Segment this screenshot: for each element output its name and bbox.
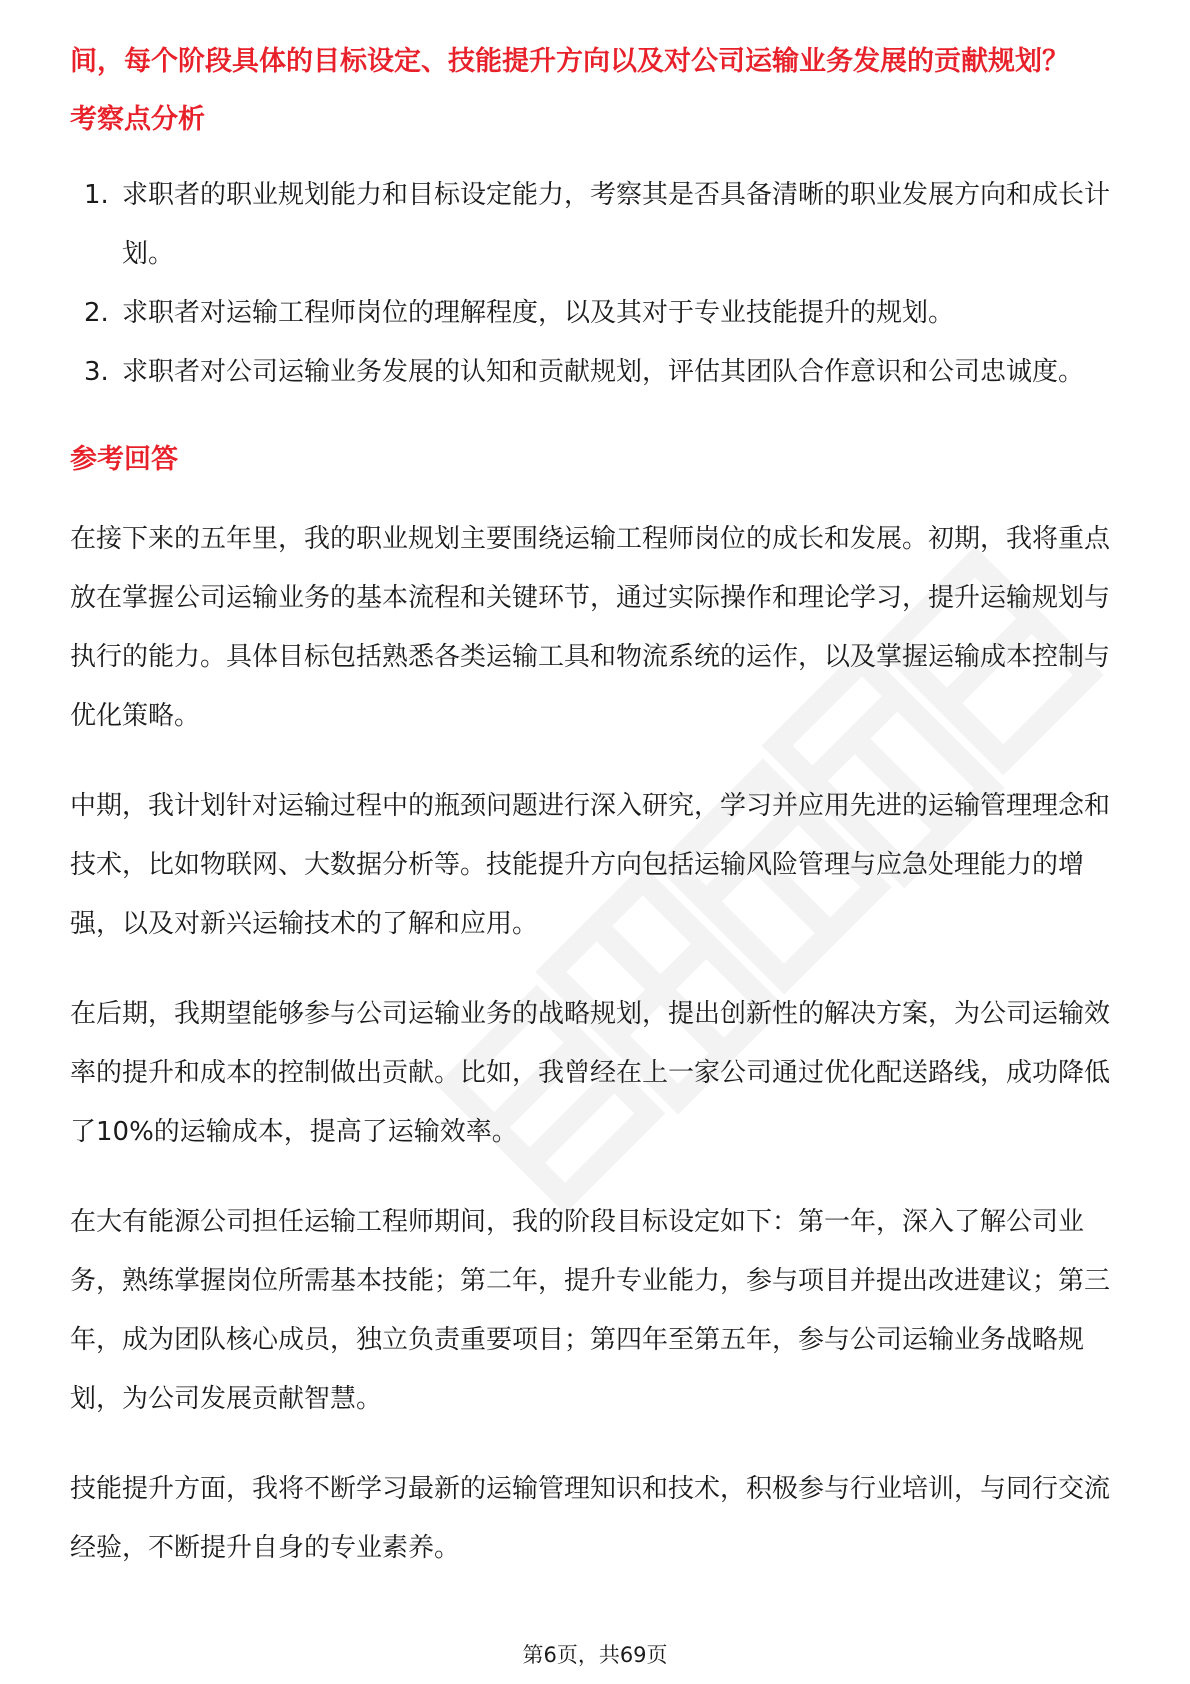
analysis-point-text: 求职者对运输工程师岗位的理解程度，以及其对于专业技能提升的规划。 [122,298,955,328]
answer-paragraph: 技能提升方面，我将不断学习最新的运输管理知识和技术，积极参与行业培训，与同行交流经验，不断提升自身的专业素养。 [70,1474,1111,1563]
answer-paragraph: 在大有能源公司担任运输工程师期间，我的阶段目标设定如下：第一年，深入了解公司业务，熟练掌握岗位所需基本技能；第二年，提升专业能力，参与项目并提出改进建议；第三年，成为团队核心成员，独立负责重要项目；第四年至第五年，参与公司运输业务战略规划，为公司发展贡献智慧。 [70,1207,1111,1414]
list-number: 2. [84,298,109,328]
analysis-point [70,343,1110,402]
question-text: 间，每个阶段具体的目标设定、技能提升方向以及对公司运输业务发展的贡献规划？ [70,46,1069,77]
page-number: 第6页，共69页 [522,1643,668,1667]
analysis-point-text: 求职者对公司运输业务发展的认知和贡献规划，评估其团队合作意识和公司忠诚度。 [122,357,1085,387]
analysis-list [70,166,1110,402]
main-content [70,44,1110,1578]
analysis-point [70,284,1110,343]
analysis-heading: 考察点分析 [70,104,205,135]
analysis-point-text: 求职者的职业规划能力和目标设定能力，考察其是否具备清晰的职业发展方向和成长计划。 [122,180,1111,269]
answer-heading: 参考回答 [70,444,178,475]
list-number: 1. [84,180,109,210]
answer-paragraph: 中期，我计划针对运输过程中的瓶颈问题进行深入研究，学习并应用先进的运输管理理念和技术，比如物联网、大数据分析等。技能提升方向包括运输风险管理与应急处理能力的增强，以及对新兴运输技术的了解和应用。 [70,791,1111,939]
answer-paragraph: 在后期，我期望能够参与公司运输业务的战略规划，提出创新性的解决方案，为公司运输效率的提升和成本的控制做出贡献。比如，我曾经在上一家公司通过优化配送路线，成功降低了10%的运输成本，提高了运输效率。 [70,999,1111,1147]
answer-paragraph: 在接下来的五年里，我的职业规划主要围绕运输工程师岗位的成长和发展。初期，我将重点放在掌握公司运输业务的基本流程和关键环节，通过实际操作和理论学习，提升运输规划与执行的能力。具体目标包括熟悉各类运输工具和物流系统的运作，以及掌握运输成本控制与优化策略。 [70,524,1111,731]
list-number: 3. [84,357,109,387]
analysis-point [70,166,1110,284]
